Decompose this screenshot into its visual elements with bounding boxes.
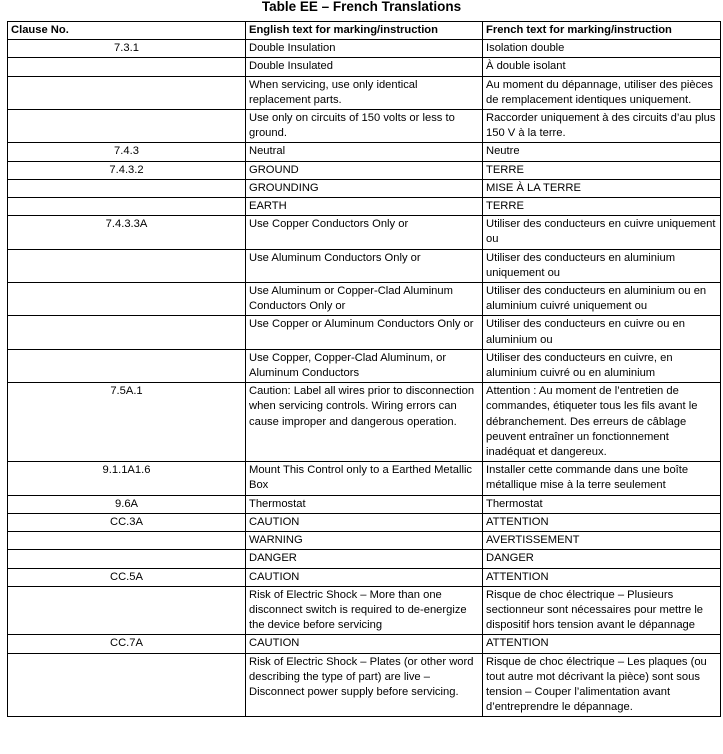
table-row	[8, 316, 721, 349]
table-body	[8, 40, 721, 717]
french-text-cell: ATTENTION	[483, 568, 721, 586]
clause-cell	[8, 586, 246, 635]
english-text-cell: Double Insulation	[246, 40, 483, 58]
clause-cell	[8, 550, 246, 568]
clause-cell	[8, 283, 246, 316]
french-text-cell: Utiliser des conducteurs en cuivre, en aluminium cuivré ou en aluminium	[483, 349, 721, 382]
english-text-cell: EARTH	[246, 198, 483, 216]
table-row	[8, 383, 721, 462]
table-row	[8, 532, 721, 550]
table-row	[8, 462, 721, 495]
clause-cell	[8, 179, 246, 197]
french-text-cell: Neutre	[483, 143, 721, 161]
clause-cell: 7.5A.1	[8, 383, 246, 462]
table-row	[8, 58, 721, 76]
english-text-cell: Double Insulated	[246, 58, 483, 76]
table-row	[8, 198, 721, 216]
table-row	[8, 143, 721, 161]
clause-cell	[8, 76, 246, 109]
french-text-cell: Risque de choc électrique – Les plaques (ou tout autre mot décrivant la pièce) sont sous tension – Couper l’alimentation avant d’entreprendre le dépannage.	[483, 653, 721, 717]
french-text-cell: Utiliser des conducteurs en aluminium uniquement ou	[483, 249, 721, 282]
clause-cell: 7.4.3.3A	[8, 216, 246, 249]
clause-cell: 7.4.3	[8, 143, 246, 161]
clause-cell: 7.3.1	[8, 40, 246, 58]
table-row	[8, 653, 721, 717]
english-text-cell: Use Copper Conductors Only or	[246, 216, 483, 249]
header-french: French text for marking/instruction	[483, 22, 721, 40]
french-text-cell: À double isolant	[483, 58, 721, 76]
table-row	[8, 568, 721, 586]
french-text-cell: Isolation double	[483, 40, 721, 58]
table-row	[8, 283, 721, 316]
clause-cell: CC.7A	[8, 635, 246, 653]
table-row	[8, 161, 721, 179]
header-clause: Clause No.	[8, 22, 246, 40]
english-text-cell: When servicing, use only identical replacement parts.	[246, 76, 483, 109]
french-text-cell: MISE À LA TERRE	[483, 179, 721, 197]
english-text-cell: GROUNDING	[246, 179, 483, 197]
english-text-cell: CAUTION	[246, 568, 483, 586]
french-text-cell: DANGER	[483, 550, 721, 568]
french-text-cell: Au moment du dépannage, utiliser des pièces de remplacement identiques uniquement.	[483, 76, 721, 109]
english-text-cell: Use only on circuits of 150 volts or less to ground.	[246, 110, 483, 143]
french-text-cell: ATTENTION	[483, 513, 721, 531]
table-row	[8, 513, 721, 531]
french-text-cell: Attention : Au moment de l’entretien de commandes, étiqueter tous les fils avant le débranchement. Des erreurs de câblage peuvent entraîner un fonctionnement inadéquat et dangereux.	[483, 383, 721, 462]
french-text-cell: AVERTISSEMENT	[483, 532, 721, 550]
clause-cell	[8, 249, 246, 282]
table-row	[8, 495, 721, 513]
clause-cell: 9.6A	[8, 495, 246, 513]
table-row	[8, 550, 721, 568]
french-text-cell: ATTENTION	[483, 635, 721, 653]
table-row	[8, 635, 721, 653]
clause-cell: CC.5A	[8, 568, 246, 586]
clause-cell	[8, 532, 246, 550]
table-row	[8, 349, 721, 382]
english-text-cell: GROUND	[246, 161, 483, 179]
table-row	[8, 586, 721, 635]
header-row	[8, 22, 721, 40]
french-text-cell: TERRE	[483, 198, 721, 216]
english-text-cell: Risk of Electric Shock – More than one disconnect switch is required to de-energize the device before servicing	[246, 586, 483, 635]
english-text-cell: Use Aluminum Conductors Only or	[246, 249, 483, 282]
table-row	[8, 249, 721, 282]
table-row	[8, 40, 721, 58]
clause-cell: CC.3A	[8, 513, 246, 531]
clause-cell	[8, 58, 246, 76]
french-text-cell: Utiliser des conducteurs en aluminium ou en aluminium cuivré uniquement ou	[483, 283, 721, 316]
french-text-cell: Utiliser des conducteurs en cuivre ou en aluminium ou	[483, 316, 721, 349]
translations-table	[7, 21, 721, 717]
clause-cell	[8, 110, 246, 143]
english-text-cell: WARNING	[246, 532, 483, 550]
french-text-cell: Risque de choc électrique – Plusieurs sectionneur sont nécessaires pour mettre le dispositif hors tension avant le dépannage	[483, 586, 721, 635]
table-row	[8, 179, 721, 197]
french-text-cell: Installer cette commande dans une boîte métallique mise à la terre seulement	[483, 462, 721, 495]
english-text-cell: CAUTION	[246, 513, 483, 531]
french-text-cell: Utiliser des conducteurs en cuivre uniquement ou	[483, 216, 721, 249]
header-english: English text for marking/instruction	[246, 22, 483, 40]
clause-cell	[8, 349, 246, 382]
clause-cell	[8, 198, 246, 216]
table-title: Table EE – French Translations	[261, 0, 462, 14]
table-row	[8, 110, 721, 143]
table-row	[8, 76, 721, 109]
english-text-cell: Use Copper or Aluminum Conductors Only or	[246, 316, 483, 349]
english-text-cell: Use Copper, Copper-Clad Aluminum, or Aluminum Conductors	[246, 349, 483, 382]
clause-cell: 7.4.3.2	[8, 161, 246, 179]
english-text-cell: DANGER	[246, 550, 483, 568]
french-text-cell: Thermostat	[483, 495, 721, 513]
english-text-cell: Mount This Control only to a Earthed Metallic Box	[246, 462, 483, 495]
clause-cell	[8, 653, 246, 717]
french-text-cell: TERRE	[483, 161, 721, 179]
english-text-cell: Use Aluminum or Copper-Clad Aluminum Conductors Only or	[246, 283, 483, 316]
table-row	[8, 216, 721, 249]
french-text-cell: Raccorder uniquement à des circuits d’au plus 150 V à la terre.	[483, 110, 721, 143]
english-text-cell: Risk of Electric Shock – Plates (or other word describing the type of part) are live – Disconnect power supply before servicing.	[246, 653, 483, 717]
english-text-cell: Thermostat	[246, 495, 483, 513]
clause-cell	[8, 316, 246, 349]
english-text-cell: Caution: Label all wires prior to disconnection when servicing controls. Wiring errors can cause improper and dangerous operation.	[246, 383, 483, 462]
english-text-cell: Neutral	[246, 143, 483, 161]
english-text-cell: CAUTION	[246, 635, 483, 653]
clause-cell: 9.1.1A1.6	[8, 462, 246, 495]
